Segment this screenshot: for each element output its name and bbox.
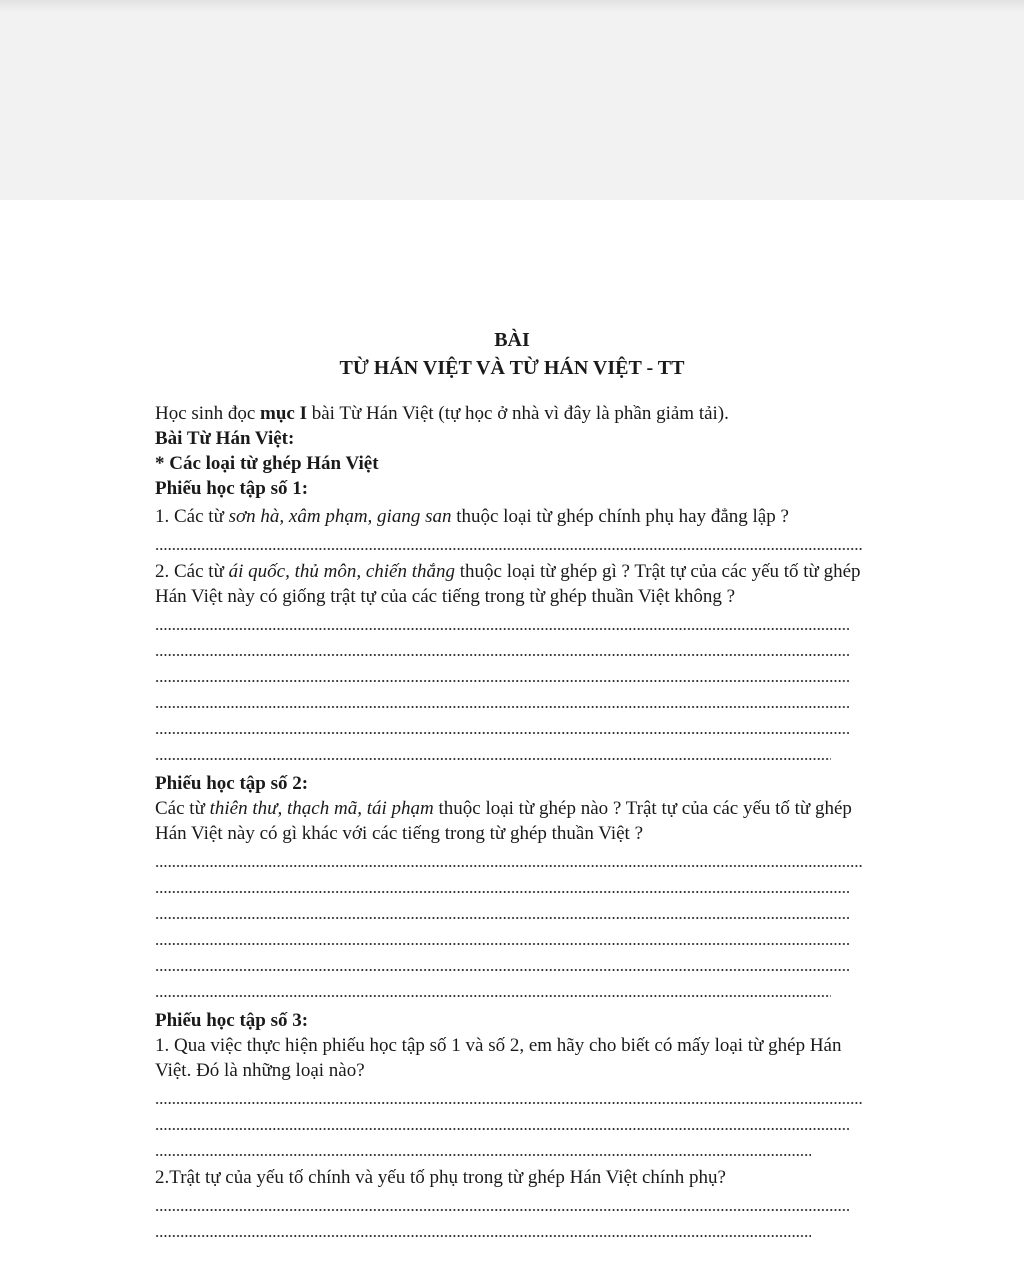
- answer-line[interactable]: [155, 950, 849, 976]
- sheet2-question: [155, 796, 875, 846]
- sheet1-q2-terms: ái quốc, thủ môn, chiến thắng: [228, 561, 456, 582]
- section-heading: Bài Từ Hán Việt:: [155, 428, 295, 449]
- sheet3-question-2: 2.Trật tự của yếu tố chính và yếu tố phụ trong từ ghép Hán Việt chính phụ?: [155, 1167, 726, 1188]
- sheet1-q1-terms: sơn hà, xâm phạm, giang san: [228, 506, 452, 527]
- answer-line[interactable]: [155, 898, 849, 924]
- sheet3-question-1: 1. Qua việc thực hiện phiếu học tập số 1 và số 2, em hãy cho biết có mấy loại từ ghép Hán Việt. Đó là những loại nào?: [155, 1035, 842, 1081]
- viewer-top-margin: [0, 0, 1024, 200]
- answer-line[interactable]: [155, 1216, 811, 1242]
- intro-bold: mục I: [260, 403, 307, 424]
- sheet1-heading: Phiếu học tập số 1:: [155, 478, 309, 499]
- answer-line[interactable]: [155, 846, 863, 872]
- sheet2-terms: thiên thư, thạch mã, tái phạm: [209, 798, 434, 819]
- answer-line[interactable]: [155, 687, 849, 713]
- sheet1-q1-prefix: 1. Các từ: [155, 506, 229, 527]
- sheet3-heading: Phiếu học tập số 3:: [155, 1010, 309, 1031]
- answer-line[interactable]: [155, 609, 849, 635]
- sheet1-question-2: [155, 559, 875, 609]
- answer-line[interactable]: [155, 872, 849, 898]
- answer-line[interactable]: [155, 1135, 811, 1161]
- viewer-top-edge: [0, 0, 1024, 12]
- sheet1-q2-prefix: 2. Các từ: [155, 561, 229, 582]
- answer-line[interactable]: [155, 976, 831, 1002]
- sheet1-question-1: [155, 504, 875, 529]
- title-line-1: BÀI: [494, 329, 530, 351]
- answer-line[interactable]: [155, 635, 849, 661]
- answer-line[interactable]: [155, 739, 831, 765]
- sheet1-q1-suffix: thuộc loại từ ghép chính phụ hay đẳng lập ?: [451, 506, 789, 527]
- document-page: [0, 200, 1024, 1280]
- title-line-2: TỪ HÁN VIỆT VÀ TỪ HÁN VIỆT - TT: [339, 357, 685, 379]
- answer-line[interactable]: [155, 1190, 849, 1216]
- subsection-heading: * Các loại từ ghép Hán Việt: [155, 453, 379, 474]
- sheet2-prefix: Các từ: [155, 798, 210, 819]
- answer-line[interactable]: [155, 924, 849, 950]
- document-title-block: [0, 326, 1024, 382]
- answer-line[interactable]: [155, 713, 849, 739]
- answer-line[interactable]: [155, 661, 849, 687]
- answer-line[interactable]: [155, 1109, 849, 1135]
- answer-line[interactable]: [155, 529, 863, 555]
- sheet2-suffix: thuộc loại từ ghép nào ? Trật tự của các yếu tố từ ghép Hán Việt này có gì khác với các tiếng trong từ ghép thuần Việt ?: [155, 798, 852, 844]
- intro-text-2: bài Từ Hán Việt (tự học ở nhà vì đây là phần giảm tải).: [307, 403, 729, 424]
- intro-paragraph: [155, 401, 875, 426]
- answer-line[interactable]: [155, 1083, 863, 1109]
- document-body: [155, 401, 875, 1242]
- intro-text-1: Học sinh đọc: [155, 403, 261, 424]
- sheet2-heading: Phiếu học tập số 2:: [155, 773, 309, 794]
- sheet1-q2-suffix: thuộc loại từ ghép gì ? Trật tự của các yếu tố từ ghép Hán Việt này có giống trật tự của các tiếng trong từ ghép thuần Việt không ?: [155, 561, 861, 607]
